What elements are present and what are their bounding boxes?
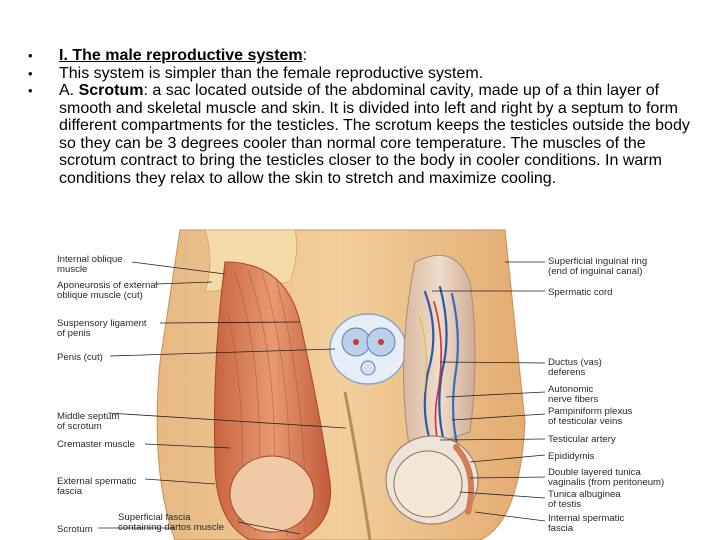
label-testicular-artery: Testicular artery	[548, 434, 616, 445]
label-pampiniform: Pampiniform plexus of testicular veins	[548, 406, 633, 427]
label-internal-oblique: Internal oblique muscle	[57, 254, 123, 275]
label-suspensory-ligament: Suspensory ligament of penis	[57, 318, 147, 339]
label-epididymis: Epididymis	[548, 451, 595, 462]
label-spermatic-cord: Spermatic cord	[548, 287, 613, 298]
label-external-spermatic: External spermatic fascia	[57, 476, 137, 497]
right-testis	[394, 451, 462, 517]
intro-sentence: This system is simpler than the female reproductive system.	[59, 64, 484, 82]
scrotum-description: : a sac located outside of the abdominal cavity, made up of a thin layer of smooth and skeletal muscle and skin. It is divided into left and right by a septum to form different compartments for the testicles. The scrotum keeps the testicles outside the body so they can be 3 degrees cooler than normal core temperature. The muscles of the scrotum contract to bring the testicles closer to the body in cooler conditions. In warm conditions they relax to allow the skin to stretch and maximize cooling.	[59, 82, 690, 187]
label-tunica-vaginalis: Double layered tunica vaginalis (from peritoneum)	[548, 467, 665, 488]
bullet-2	[28, 65, 698, 83]
anatomy-figure	[0, 222, 720, 540]
bullet-marker: •	[28, 83, 33, 98]
bullet-3	[28, 82, 698, 187]
bullet-1	[28, 47, 698, 65]
label-tunica-albuginea: Tunica albuginea of testis	[548, 489, 621, 510]
label-internal-spermatic: Internal spermatic fascia	[548, 513, 625, 534]
spermatic-cord	[404, 255, 475, 452]
bullet-marker: •	[28, 48, 33, 63]
label-aponeurosis: Aponeurosis of external oblique muscle (cut)	[57, 280, 158, 301]
label-scrotum: Scrotum	[57, 524, 93, 535]
label-autonomic-nerves: Autonomic nerve fibers	[548, 384, 599, 405]
heading-colon: :	[302, 47, 308, 64]
scrotum-term: Scrotum	[78, 82, 144, 99]
label-cremaster: Cremaster muscle	[57, 439, 135, 450]
scrotum-prefix: A.	[59, 82, 79, 99]
bullet-marker: •	[28, 65, 33, 81]
right-labels	[548, 256, 664, 534]
penis-cross-section	[330, 314, 406, 384]
label-middle-septum: Middle septum of scrotum	[57, 411, 120, 432]
label-ductus-deferens: Ductus (vas) deferens	[548, 357, 602, 378]
label-penis: Penis (cut)	[57, 352, 103, 363]
section-heading: I. The male reproductive system	[59, 47, 303, 64]
label-inguinal-ring: Superficial inguinal ring (end of inguinal canal)	[548, 256, 648, 277]
left-testis	[230, 456, 314, 532]
bullet-list	[28, 47, 698, 187]
label-superficial-fascia: Superficial fascia containing dartos muscle	[118, 512, 225, 533]
